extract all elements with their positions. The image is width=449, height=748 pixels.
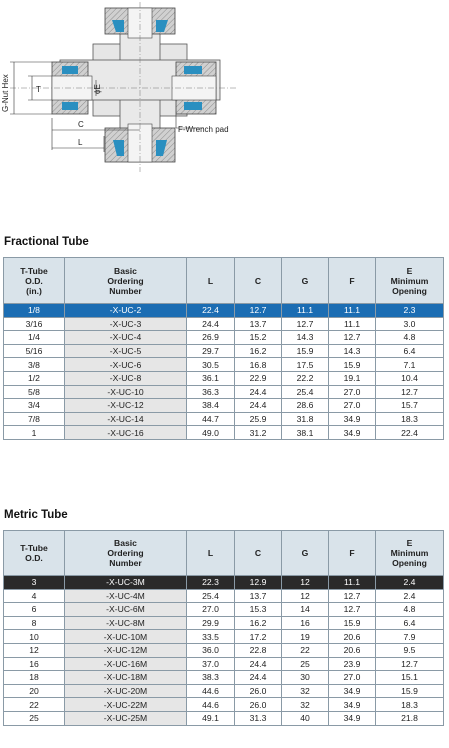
ordering-number-cell: -X-UC-10	[65, 385, 187, 399]
table-cell: 44.6	[187, 698, 235, 712]
table-cell: 22.9	[235, 371, 282, 385]
table-cell: 6.4	[376, 344, 444, 358]
table-cell: 13.7	[235, 317, 282, 331]
table-cell: 7.9	[376, 630, 444, 644]
ordering-number-cell: -X-UC-14	[65, 412, 187, 426]
table-cell: 12.7	[329, 603, 376, 617]
c-label: C	[78, 120, 84, 129]
ordering-number-cell: -X-UC-4M	[65, 589, 187, 603]
table-row	[4, 304, 444, 318]
table-cell: 16.2	[235, 616, 282, 630]
table-cell: 1/4	[4, 331, 65, 345]
seal-left-bottom	[62, 102, 78, 110]
table-row	[4, 399, 444, 413]
table-cell: 3/4	[4, 399, 65, 413]
seal-right-bottom	[184, 102, 202, 110]
table-cell: 8	[4, 616, 65, 630]
ordering-number-cell: -X-UC-25M	[65, 711, 187, 725]
table-header-row	[4, 531, 444, 576]
metric-tube-table	[3, 530, 444, 726]
table-cell: 27.0	[329, 399, 376, 413]
table-cell: 16	[282, 616, 329, 630]
table-cell: 15.9	[329, 616, 376, 630]
table-row	[4, 385, 444, 399]
table-cell: 12.7	[329, 331, 376, 345]
seal-left-top	[62, 66, 78, 74]
f-wrench-pad-label: F-Wrench pad	[178, 125, 229, 134]
table-cell: 22.2	[282, 371, 329, 385]
table-cell: 12	[282, 589, 329, 603]
column-header-line: C	[254, 275, 262, 286]
table-cell: 22	[282, 643, 329, 657]
column-header	[376, 258, 444, 304]
table-cell: 34.9	[329, 426, 376, 440]
table-cell: 5/16	[4, 344, 65, 358]
table-cell: 31.2	[235, 426, 282, 440]
column-header-line: G	[301, 275, 309, 286]
table-cell: 25	[282, 657, 329, 671]
fractional-tube-table	[3, 257, 444, 440]
table-cell: 13.7	[235, 589, 282, 603]
column-header-line: O.D.	[25, 275, 43, 286]
ordering-number-cell: -X-UC-12M	[65, 643, 187, 657]
table-cell: 10	[4, 630, 65, 644]
table-cell: 3/16	[4, 317, 65, 331]
table-row	[4, 358, 444, 372]
table-cell: 23.9	[329, 657, 376, 671]
table-cell: 15.7	[376, 399, 444, 413]
table-cell: 25.9	[235, 412, 282, 426]
table-cell: 25.4	[187, 589, 235, 603]
table-cell: 2.3	[376, 304, 444, 318]
table-cell: 18.3	[376, 412, 444, 426]
table-cell: 10.4	[376, 371, 444, 385]
table-cell: 14.3	[329, 344, 376, 358]
table-cell: 3	[4, 576, 65, 590]
ordering-number-cell: -X-UC-16M	[65, 657, 187, 671]
ordering-number-cell: -X-UC-3	[65, 317, 187, 331]
column-header-line: E	[406, 538, 413, 548]
table-cell: 33.5	[187, 630, 235, 644]
table-cell: 38.4	[187, 399, 235, 413]
table-cell: 25	[4, 711, 65, 725]
table-cell: 29.9	[187, 616, 235, 630]
ordering-number-cell: -X-UC-8M	[65, 616, 187, 630]
table-cell: 21.8	[376, 711, 444, 725]
ordering-number-cell: -X-UC-4	[65, 331, 187, 345]
table-cell: 17.2	[235, 630, 282, 644]
ordering-number-cell: -X-UC-2	[65, 304, 187, 318]
ordering-number-cell: -X-UC-20M	[65, 684, 187, 698]
column-header-line: O.D.	[25, 553, 43, 563]
table-row	[4, 643, 444, 657]
table-cell: 31.8	[282, 412, 329, 426]
table-cell: 16.8	[235, 358, 282, 372]
column-header	[329, 531, 376, 576]
table-cell: 12.7	[329, 589, 376, 603]
column-header	[187, 531, 235, 576]
table-cell: 2.4	[376, 589, 444, 603]
table-cell: 9.5	[376, 643, 444, 657]
l-label: L	[78, 138, 83, 147]
table-cell: 4	[4, 589, 65, 603]
table-cell: 15.9	[376, 684, 444, 698]
table-cell: 11.1	[329, 317, 376, 331]
table-cell: 7/8	[4, 412, 65, 426]
table-cell: 29.7	[187, 344, 235, 358]
table-cell: 44.7	[187, 412, 235, 426]
table-cell: 20	[4, 684, 65, 698]
table-cell: 5/8	[4, 385, 65, 399]
table-cell: 49.0	[187, 426, 235, 440]
column-header-line: T-Tube	[20, 543, 48, 553]
ordering-number-cell: -X-UC-22M	[65, 698, 187, 712]
top-nut	[105, 8, 175, 38]
table-cell: 36.0	[187, 643, 235, 657]
table-cell: 26.9	[187, 331, 235, 345]
table-cell: 32	[282, 684, 329, 698]
table-cell: 31.3	[235, 711, 282, 725]
column-header-line: (in.)	[26, 285, 42, 296]
column-header-line: G	[301, 548, 309, 558]
table-cell: 11.1	[329, 576, 376, 590]
table-row	[4, 576, 444, 590]
table-row	[4, 671, 444, 685]
ordering-number-cell: -X-UC-12	[65, 399, 187, 413]
table-row	[4, 630, 444, 644]
table-cell: 24.4	[187, 317, 235, 331]
table-cell: 14.3	[282, 331, 329, 345]
column-header	[4, 258, 65, 304]
table-cell: 4.8	[376, 603, 444, 617]
table-row	[4, 616, 444, 630]
column-header-line: Opening	[392, 558, 427, 568]
table-cell: 3.0	[376, 317, 444, 331]
table-cell: 40	[282, 711, 329, 725]
table-cell: 37.0	[187, 657, 235, 671]
column-header-line: Number	[109, 558, 142, 568]
table-cell: 32	[282, 698, 329, 712]
table-cell: 44.6	[187, 684, 235, 698]
column-header	[187, 258, 235, 304]
table-row	[4, 344, 444, 358]
table-cell: 1/8	[4, 304, 65, 318]
table-cell: 30.5	[187, 358, 235, 372]
table-cell: 15.9	[282, 344, 329, 358]
table-cell: 19.1	[329, 371, 376, 385]
table-cell: 19	[282, 630, 329, 644]
table-cell: 38.1	[282, 426, 329, 440]
table-cell: 16.2	[235, 344, 282, 358]
table-cell: 11.1	[329, 304, 376, 318]
table-cell: 18.3	[376, 698, 444, 712]
ordering-number-cell: -X-UC-18M	[65, 671, 187, 685]
table-row	[4, 657, 444, 671]
table-row	[4, 684, 444, 698]
table-cell: 18	[4, 671, 65, 685]
table-cell: 24.4	[235, 657, 282, 671]
table-cell: 24.4	[235, 671, 282, 685]
table-cell: 22.4	[187, 304, 235, 318]
table-cell: 7.1	[376, 358, 444, 372]
table-cell: 3/8	[4, 358, 65, 372]
table-cell: 22.3	[187, 576, 235, 590]
table-cell: 34.9	[329, 698, 376, 712]
table-cell: 24.4	[235, 385, 282, 399]
table-cell: 12.9	[235, 576, 282, 590]
column-header	[4, 531, 65, 576]
table-cell: 27.0	[329, 385, 376, 399]
table-cell: 11.1	[282, 304, 329, 318]
table-cell: 22.8	[235, 643, 282, 657]
table-cell: 20.6	[329, 630, 376, 644]
ordering-number-cell: -X-UC-6M	[65, 603, 187, 617]
table-row	[4, 698, 444, 712]
table-cell: 36.1	[187, 371, 235, 385]
table-cell: 12	[4, 643, 65, 657]
column-header-line: C	[254, 548, 262, 558]
column-header-line: L	[207, 548, 214, 558]
table-cell: 49.1	[187, 711, 235, 725]
table-row	[4, 589, 444, 603]
table-cell: 36.3	[187, 385, 235, 399]
column-header-line: Basic	[114, 265, 137, 276]
table-header-row	[4, 258, 444, 304]
column-header-line: Basic	[114, 538, 137, 548]
table-cell: 4.8	[376, 331, 444, 345]
column-header-line: Ordering	[107, 548, 144, 558]
table-cell: 24.4	[235, 399, 282, 413]
table-row	[4, 371, 444, 385]
column-header-line: Minimum	[390, 548, 429, 558]
table-cell: 6.4	[376, 616, 444, 630]
column-header-line: Opening	[392, 285, 427, 296]
column-header-line: Minimum	[390, 275, 429, 286]
fractional-tube-title: Fractional Tube	[4, 236, 89, 248]
table-cell: 6	[4, 603, 65, 617]
table-cell: 12.7	[376, 385, 444, 399]
ordering-number-cell: -X-UC-5	[65, 344, 187, 358]
column-header	[235, 258, 282, 304]
table-cell: 12.7	[376, 657, 444, 671]
table-cell: 12.7	[235, 304, 282, 318]
column-header	[282, 531, 329, 576]
table-cell: 14	[282, 603, 329, 617]
table-cell: 2.4	[376, 576, 444, 590]
ordering-number-cell: -X-UC-10M	[65, 630, 187, 644]
table-cell: 27.0	[329, 671, 376, 685]
column-header-line: Number	[109, 285, 142, 296]
table-cell: 15.9	[329, 358, 376, 372]
table-cell: 34.9	[329, 412, 376, 426]
table-row	[4, 603, 444, 617]
table-cell: 1	[4, 426, 65, 440]
column-header-line: F	[349, 548, 355, 558]
table-cell: 38.3	[187, 671, 235, 685]
t-label: T	[36, 85, 41, 94]
table-cell: 1/2	[4, 371, 65, 385]
table-cell: 22	[4, 698, 65, 712]
table-cell: 28.6	[282, 399, 329, 413]
column-header	[329, 258, 376, 304]
column-header-line: F	[349, 275, 355, 286]
table-cell: 15.3	[235, 603, 282, 617]
table-cell: 15.2	[235, 331, 282, 345]
table-cell: 25.4	[282, 385, 329, 399]
ordering-number-cell: -X-UC-3M	[65, 576, 187, 590]
column-header-line: T-Tube	[20, 265, 48, 276]
table-cell: 22.4	[376, 426, 444, 440]
column-header	[235, 531, 282, 576]
table-row	[4, 331, 444, 345]
table-row	[4, 711, 444, 725]
column-header	[282, 258, 329, 304]
table-cell: 27.0	[187, 603, 235, 617]
table-row	[4, 412, 444, 426]
column-header-line: L	[207, 275, 214, 286]
column-header	[65, 531, 187, 576]
table-cell: 12.7	[282, 317, 329, 331]
table-cell: 15.1	[376, 671, 444, 685]
table-cell: 20.6	[329, 643, 376, 657]
table-cell: 34.9	[329, 684, 376, 698]
table-cell: 26.0	[235, 698, 282, 712]
table-row	[4, 426, 444, 440]
table-cell: 30	[282, 671, 329, 685]
seal-right-top	[184, 66, 202, 74]
table-cell: 12	[282, 576, 329, 590]
metric-tube-title: Metric Tube	[4, 509, 68, 521]
table-cell: 16	[4, 657, 65, 671]
ordering-number-cell: -X-UC-6	[65, 358, 187, 372]
table-cell: 17.5	[282, 358, 329, 372]
table-row	[4, 317, 444, 331]
column-header	[376, 531, 444, 576]
table-cell: 26.0	[235, 684, 282, 698]
e-label: ϕE	[93, 84, 102, 94]
table-cell: 34.9	[329, 711, 376, 725]
column-header-line: Ordering	[107, 275, 144, 286]
column-header	[65, 258, 187, 304]
union-cross-diagram	[0, 0, 449, 200]
ordering-number-cell: -X-UC-8	[65, 371, 187, 385]
column-header-line: E	[406, 265, 413, 276]
ordering-number-cell: -X-UC-16	[65, 426, 187, 440]
g-nut-hex-label: G-Nut Hex	[1, 74, 10, 112]
